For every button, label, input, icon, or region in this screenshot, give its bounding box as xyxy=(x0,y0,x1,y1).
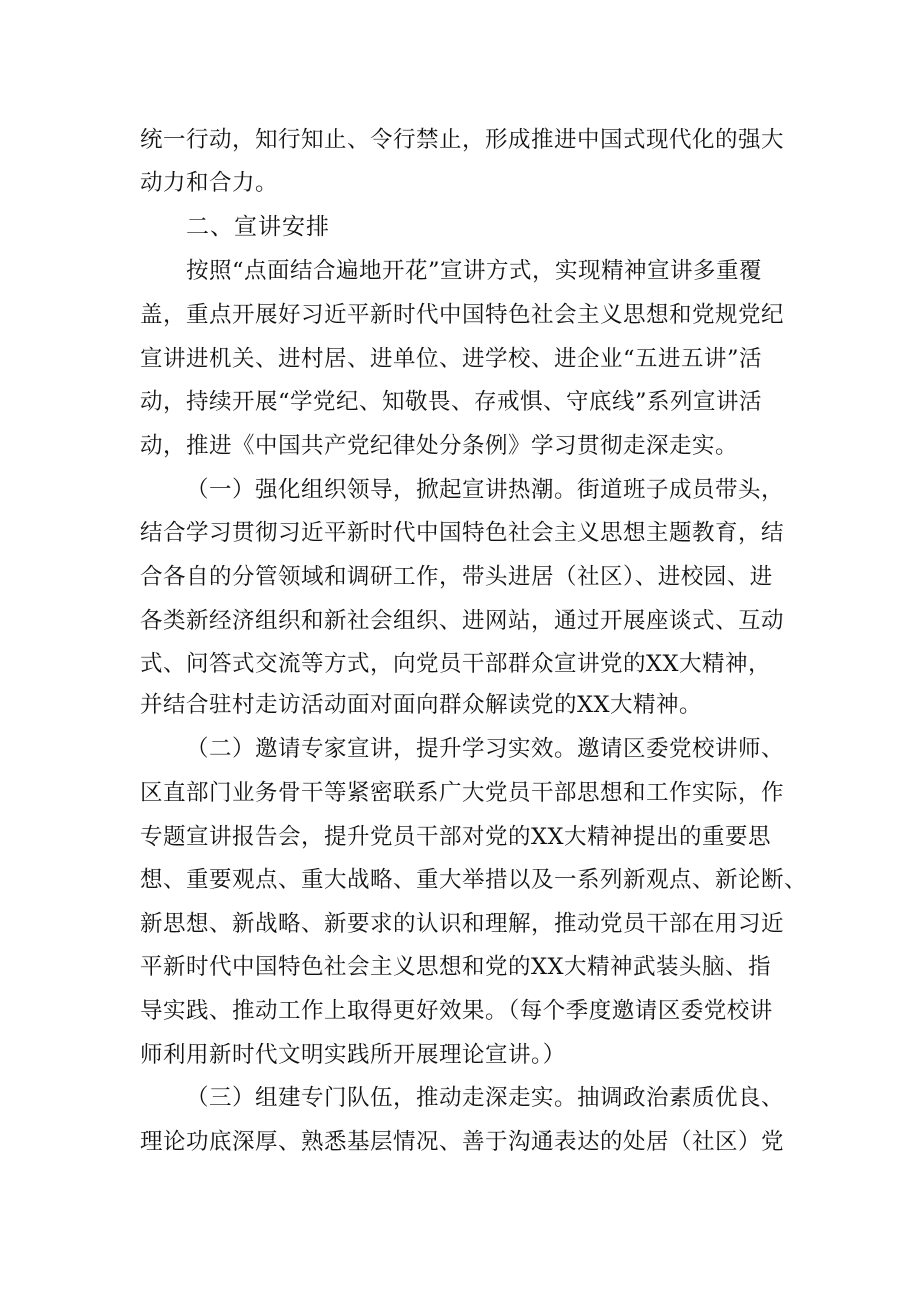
intro-line: 动力和合力。 xyxy=(140,170,279,196)
intro-line: 统一行动，知行知止、令行禁止，形成推进中国式现代化的强大 xyxy=(140,127,785,153)
paragraph-line: 动，推进《中国共产党纪律处分条例》学习贯彻走深走实。 xyxy=(140,433,739,459)
paragraph-line: 合各自的分管领域和调研工作，带头进居（社区）、进校园、进 xyxy=(140,564,773,590)
paragraph-line: 式、问答式交流等方式，向党员干部群众宣讲党的XX大精神， xyxy=(140,651,772,677)
paragraph-line: 平新时代中国特色社会主义思想和党的XX大精神武装头脑、指 xyxy=(140,954,772,980)
section-heading: 二、宣讲安排 xyxy=(186,214,330,240)
paragraph-line: 理论功底深厚、熟悉基层情况、善于沟通表达的处居（社区）党 xyxy=(140,1129,785,1155)
paragraph-line: 想、重要观点、重大战略、重大举措以及一系列新观点、新论断、 xyxy=(140,867,808,893)
paragraph-line: 区直部门业务骨干等紧密联系广大党员干部思想和工作实际，作 xyxy=(140,780,785,806)
paragraph-line: 结合学习贯彻习近平新时代中国特色社会主义思想主题教育，结 xyxy=(140,520,785,546)
paragraph-line: 导实践、推动工作上取得更好效果。（每个季度邀请区委党校讲 xyxy=(140,998,773,1024)
paragraph-line: （三）组建专门队伍，推动走深走实。抽调政治素质优良、 xyxy=(186,1085,785,1111)
paragraph-line: 专题宣讲报告会，提升党员干部对党的XX大精神提出的重要思 xyxy=(140,824,772,850)
paragraph-line: 师利用新时代文明实践所开展理论宣讲。） xyxy=(140,1042,566,1068)
paragraph-line: 宣讲进机关、进村居、进单位、进学校、进企业“五进五讲”活 xyxy=(140,346,763,372)
paragraph-line: 按照“点面结合遍地开花”宣讲方式，实现精神宣讲多重覆 xyxy=(186,258,763,284)
paragraph-line: 并结合驻村走访活动面对面向群众解读党的XX大精神。 xyxy=(140,692,703,718)
paragraph-line: 动，持续开展“学党纪、知敬畏、存戒惧、守底线”系列宣讲活 xyxy=(140,389,763,415)
paragraph-line: （二）邀请专家宣讲，提升学习实效。邀请区委党校讲师、 xyxy=(186,736,785,762)
paragraph-line: 各类新经济组织和新社会组织、进网站，通过开展座谈式、互动 xyxy=(140,608,785,634)
paragraph-line: 新思想、新战略、新要求的认识和理解，推动党员干部在用习近 xyxy=(140,911,785,937)
paragraph-line: （一）强化组织领导，掀起宣讲热潮。街道班子成员带头， xyxy=(186,477,785,503)
paragraph-line: 盖，重点开展好习近平新时代中国特色社会主义思想和党规党纪 xyxy=(140,302,785,328)
